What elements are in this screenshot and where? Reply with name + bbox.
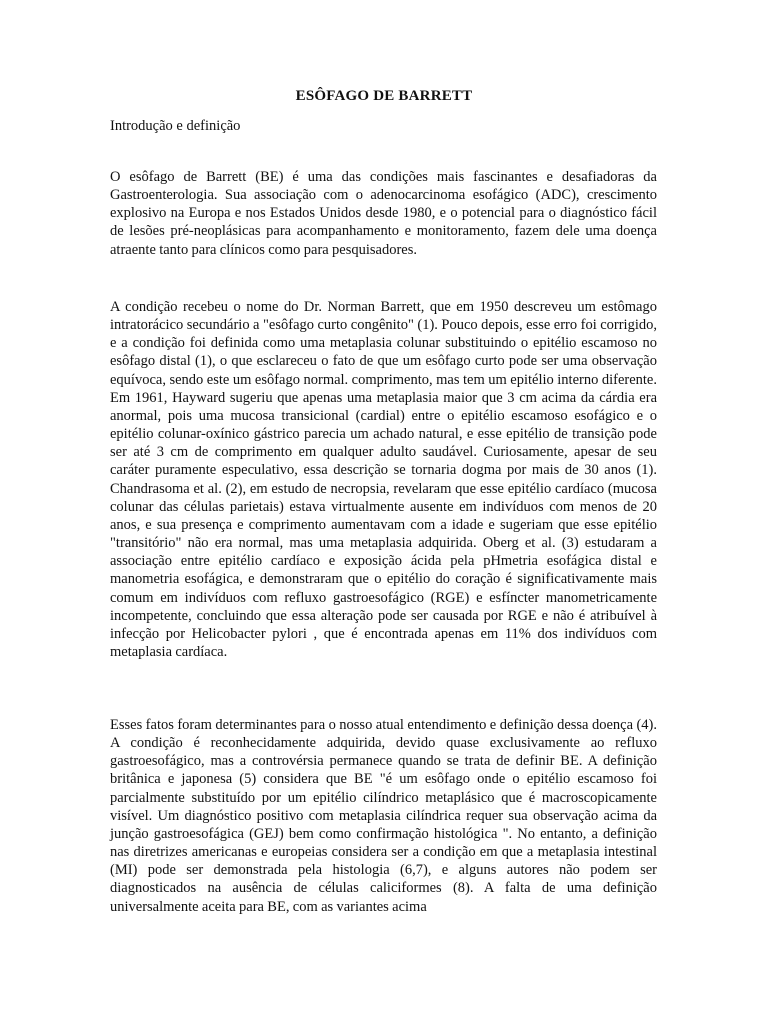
section-heading: Introdução e definição: [110, 118, 241, 134]
paragraph-1: O esôfago de Barrett (BE) é uma das condições mais fascinantes e desafiadoras da Gastroenterologia. Sua associação com o adenocarcinoma esofágico (ADC), crescimento explosivo na Europa e nos Estados Unidos desde 1980, e o potencial para o diagnóstico fácil de lesões pré-neoplásicas para acompanhamento e monitoramento, fazem dele uma doença atraente tanto para clínicos como para pesquisadores.: [110, 169, 657, 258]
paragraph-3: Esses fatos foram determinantes para o nosso atual entendimento e definição dessa doença (4). A condição é reconhecidamente adquirida, devido quase exclusivamente ao refluxo gastroesofágico, mas a controvérsia permanece quando se trata de definir BE. A definição britânica e japonesa (5) considera que BE "é um esôfago onde o epitélio escamoso foi parcialmente substituído por um epitélio cilíndrico metaplásico que é macroscopicamente visível. Um diagnóstico positivo com metaplasia cilíndrica requer sua observação acima da junção gastroesofágica (GEJ) bem como confirmação histológica ". No entanto, a definição nas diretrizes americanas e europeias considera ser a condição em que a metaplasia intestinal (MI) pode ser demonstrada pela histologia (6,7), e alguns autores não podem ser diagnosticados na ausência de células caliciformes (8). A falta de uma definição universalmente aceita para BE, com as variantes acima: [110, 717, 657, 915]
document-title: ESÔFAGO DE BARRETT: [295, 88, 473, 104]
paragraph-2: A condição recebeu o nome do Dr. Norman Barrett, que em 1950 descreveu um estômago intratorácico secundário a "esôfago curto congênito" (1). Pouco depois, esse erro foi corrigido, e a condição foi definida como uma metaplasia colunar substituindo o epitélio escamoso no esôfago distal (1), o que esclareceu o fato de que um esôfago curto pode ser uma observação equívoca, sendo este um esôfago normal. comprimento, mas tem um epitélio interno diferente. Em 1961, Hayward sugeriu que apenas uma metaplasia maior que 3 cm acima da cárdia era anormal, pois uma mucosa transicional (cardial) entre o epitélio escamoso esofágico e o epitélio colunar-oxínico gástrico parecia um achado natural, e esse epitélio de transição pode ser até 3 cm de comprimento em qualquer adulto saudável. Curiosamente, apesar de seu caráter puramente especulativo, essa descrição se tornaria dogma por mais de 30 anos (1). Chandrasoma et al. (2), em estudo de necropsia, revelaram que esse epitélio cardíaco (mucosa colunar das células parietais) estava virtualmente ausente em indivíduos com menos de 20 anos, e sua presença e comprimento aumentavam com a idade e sugeriam que esse epitélio "transitório" não era normal, mas uma metaplasia adquirida. Oberg et al. (3) estudaram a associação entre epitélio cardíaco e exposição ácida pela pHmetria esofágica distal e manometria esofágica, e demonstraram que o epitélio do coração é significativamente mais comum em indivíduos com refluxo gastroesofágico (RGE) e esfíncter manometricamente incompetente, concluindo que essa alteração pode ser causada por RGE e não é atribuível à infecção por Helicobacter pylori , que é encontrada apenas em 11% dos indivíduos com metaplasia cardíaca.: [110, 299, 657, 660]
